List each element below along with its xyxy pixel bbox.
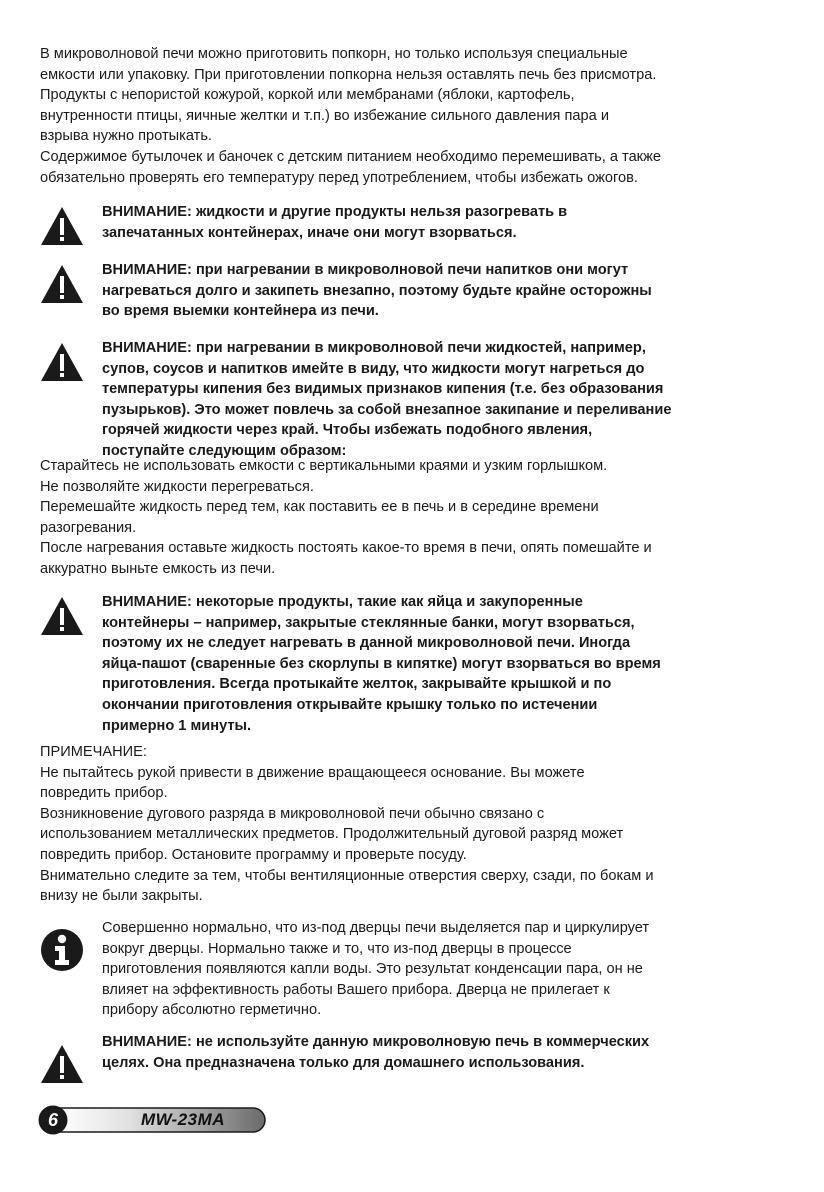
text-line: обязательно проверять его температуру перед употреблением, чтобы избежать ожогов. <box>40 169 638 186</box>
text-line: разогревания. <box>40 519 137 536</box>
warning-line: во время выемки контейнера из печи. <box>102 303 379 320</box>
info-block-condensation <box>40 918 800 1021</box>
text-line: Возникновение дугового разряда в микроволновой печи обычно связано с <box>40 805 545 822</box>
text-line: Перемешайте жидкость перед тем, как поставить ее в печь и в середине времени <box>40 499 599 516</box>
warning-triangle-icon <box>40 264 84 304</box>
text-line: повредить прибор. Остановите программу и проверьте посуду. <box>40 846 467 863</box>
warning-block-eggs <box>40 592 800 736</box>
warning-line: горячей жидкости через край. Чтобы избежать подобного явления, <box>102 422 593 439</box>
text-line: В микроволновой печи можно приготовить попкорн, но только используя специальные <box>40 46 628 62</box>
text-line: Не позволяйте жидкости перегреваться. <box>40 478 314 495</box>
intro-paragraph <box>40 44 790 188</box>
text-line: Содержимое бутылочек и баночек с детским питанием необходимо перемешивать, а также <box>40 148 661 165</box>
warning-line: ВНИМАНИЕ: при нагревании в микроволновой печи напитков они могут <box>102 262 629 278</box>
info-icon <box>40 928 84 972</box>
text-line: После нагревания оставьте жидкость постоять какое-то время в печи, опять помешайте и <box>40 540 652 557</box>
note-heading: ПРИМЕЧАНИЕ: <box>40 744 147 760</box>
warning-line: целях. Она предназначена только для домашнего использования. <box>102 1054 585 1071</box>
note-paragraph <box>40 742 790 907</box>
page-footer <box>38 1105 268 1135</box>
warning-line: ВНИМАНИЕ: некоторые продукты, такие как яйца и закупоренные <box>102 594 583 610</box>
text-line: вокруг дверцы. Нормально также и то, что из-под дверцы в процессе <box>102 940 572 957</box>
warning-block-liquids <box>40 338 800 462</box>
text-line: Внимательно следите за тем, чтобы вентиляционные отверстия сверху, сзади, по бокам и <box>40 867 654 884</box>
warning-block-sealed-containers <box>40 202 800 243</box>
warning-line: поэтому их не следует нагревать в данной микроволновой печи. Иногда <box>102 635 631 652</box>
text-line: внутренности птицы, яичные желтки и т.п.) во избежание сильного давления пара и <box>40 107 609 124</box>
text-line: взрыва нужно протыкать. <box>40 128 212 145</box>
warning-triangle-icon <box>40 342 84 382</box>
page-number: 6 <box>47 1110 58 1130</box>
warning-triangle-icon <box>40 596 84 636</box>
warning-line: приготовления. Всегда протыкайте желток, закрывайте крышкой и по <box>102 676 612 693</box>
text-line: прибору абсолютно герметично. <box>102 1002 322 1019</box>
text-line: повредить прибор. <box>40 785 168 802</box>
text-line: влияет на эффективность работы Вашего прибора. Дверца не прилегает к <box>102 981 610 998</box>
warning-block-drinks <box>40 260 800 322</box>
warning-line: ВНИМАНИЕ: при нагревании в микроволновой печи жидкостей, например, <box>102 340 646 356</box>
warning-line: нагреваться долго и закипеть внезапно, поэтому будьте крайне осторожны <box>102 282 652 299</box>
warning-line: яйца-пашот (сваренные без скорлупы в кипятке) могут взорваться во время <box>102 655 661 672</box>
text-line: Совершенно нормально, что из-под дверцы печи выделяется пар и циркулирует <box>102 920 650 936</box>
text-line: использованием металлических предметов. Продолжительный дуговой разряд может <box>40 826 624 843</box>
warning-line: пузырьков). Это может повлечь за собой внезапное закипание и переливание <box>102 401 672 418</box>
warning-triangle-icon <box>40 206 84 246</box>
warning-triangle-icon <box>40 1044 84 1084</box>
text-line: аккуратно выньте емкость из печи. <box>40 560 276 577</box>
text-line: приготовления появляются капли воды. Это результат конденсации пара, он не <box>102 961 643 978</box>
warning-line: супов, соусов и напитков имейте в виду, что жидкости могут нагреться до <box>102 360 645 377</box>
warning-line: контейнеры – например, закрытые стеклянные банки, могут взорваться, <box>102 614 635 631</box>
text-line: емкости или упаковку. При приготовлении попкорна нельзя оставлять печь без присмотра. <box>40 66 657 83</box>
warning-block-commercial-use <box>40 1032 800 1073</box>
text-line: Старайтесь не использовать емкости с вертикальными краями и узким горлышком. <box>40 458 608 474</box>
warning-line: поступайте следующим образом: <box>102 442 347 459</box>
warning-line: окончании приготовления открывайте крышку только по истечении <box>102 696 598 713</box>
warning-line: ВНИМАНИЕ: жидкости и другие продукты нельзя разогревать в <box>102 204 568 220</box>
text-line: внизу не были закрыты. <box>40 888 203 905</box>
text-line: Продукты с непористой кожурой, коркой или мембранами (яблоки, картофель, <box>40 87 575 104</box>
warning-line: примерно 1 минуты. <box>102 717 252 734</box>
text-line: Не пытайтесь рукой привести в движение вращающееся основание. Вы можете <box>40 764 585 781</box>
warning-line: запечатанных контейнерах, иначе они могут взорваться. <box>102 224 517 241</box>
liquid-steps-paragraph <box>40 456 790 580</box>
warning-line: ВНИМАНИЕ: не используйте данную микроволновую печь в коммерческих <box>102 1034 650 1050</box>
warning-line: температуры кипения без видимых признаков кипения (т.е. без образования <box>102 381 664 398</box>
model-name: MW-23MA <box>140 1110 226 1129</box>
